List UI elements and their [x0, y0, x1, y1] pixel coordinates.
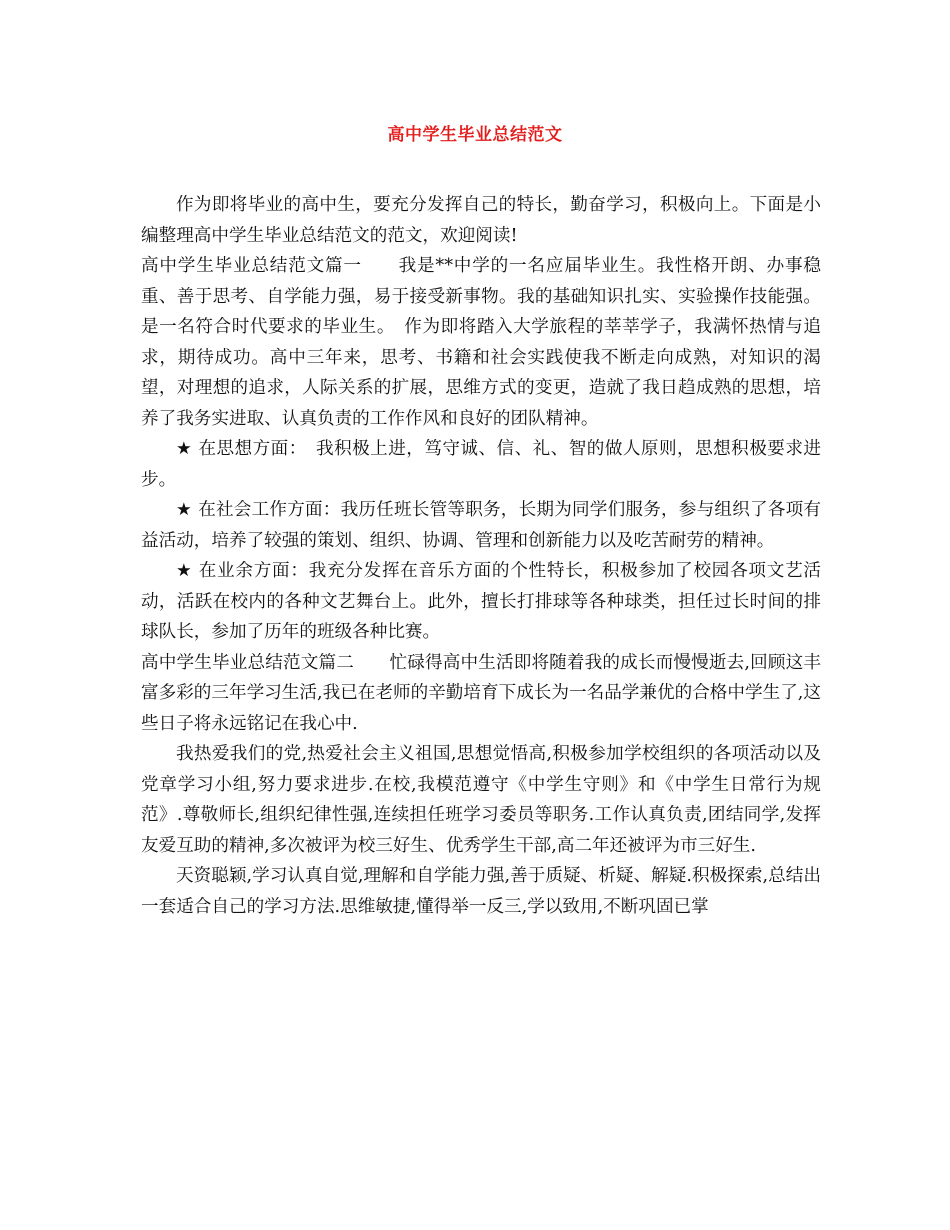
star-icon: ★ [176, 500, 192, 520]
document-title: 高中学生毕业总结范文 [387, 125, 563, 145]
paragraph-study: 天资聪颖,学习认真自觉,理解和自学能力强,善于质疑、析疑、解疑.积极探索,总结出一套适合自己的学习方法.思维敏捷,懂得举一反三,学以致用,不断巩固已掌 [141, 866, 821, 917]
paragraph-spare-text: 在业余方面：我充分发挥在音乐方面的个性特长，积极参加了校园各项文艺活动，活跃在校内的各种文艺舞台上。此外，擅长打排球等各种球类，担任过长时间的排球队长，参加了历年的班级各种比赛。 [141, 561, 821, 642]
star-icon: ★ [176, 439, 192, 459]
star-icon: ★ [176, 561, 192, 581]
paragraph-spare [141, 556, 821, 648]
paragraph-intro: 作为即将毕业的高中生，要充分发挥自己的特长，勤奋学习，积极向上。下面是小编整理高中学生毕业总结范文的范文，欢迎阅读! [141, 195, 821, 246]
paragraph-social-text: 在社会工作方面：我历任班长管等职务，长期为同学们服务，参与组织了各项有益活动，培养了较强的策划、组织、协调、管理和创新能力以及吃苦耐劳的精神。 [141, 500, 821, 551]
paragraph-part1: 高中学生毕业总结范文篇一 我是**中学的一名应届毕业生。我性格开朗、办事稳重、善于思考、自学能力强，易于接受新事物。我的基础知识扎实、实验操作技能强。是一名符合时代要求的毕业生。 作为即将踏入大学旅程的莘莘学子，我满怀热情与追求，期待成功。高中三年来，思考、书籍和社会实践使我不断走向成熟，对知识的渴望，对理想的追求，人际关系的扩展，思维方式的变更，造就了我日趋成熟的思想，培养了我务实进取、认真负责的工作作风和良好的团队精神。 [141, 256, 821, 429]
document-body [141, 190, 821, 922]
paragraph-part2: 高中学生毕业总结范文篇二 忙碌得高中生活即将随着我的成长而慢慢逝去,回顾这丰富多彩的三年学习生活,我已在老师的辛勤培育下成长为一名品学兼优的合格中学生了,这些日子将永远铭记在我心中. [141, 652, 821, 734]
paragraph-thought-text: 在思想方面： 我积极上进，笃守诚、信、礼、智的做人原则，思想积极要求进步。 [141, 439, 821, 490]
paragraph-party: 我热爱我们的党,热爱社会主义祖国,思想觉悟高,积极参加学校组织的各项活动以及党章学习小组,努力要求进步.在校,我模范遵守《中学生守则》和《中学生日常行为规范》.尊敬师长,组织纪律性强,连续担任班学习委员等职务.工作认真负责,团结同学,发挥友爱互助的精神,多次被评为校三好生、优秀学生干部,高二年还被评为市三好生. [141, 744, 821, 856]
paragraph-social [141, 495, 821, 556]
paragraph-thought [141, 434, 821, 495]
